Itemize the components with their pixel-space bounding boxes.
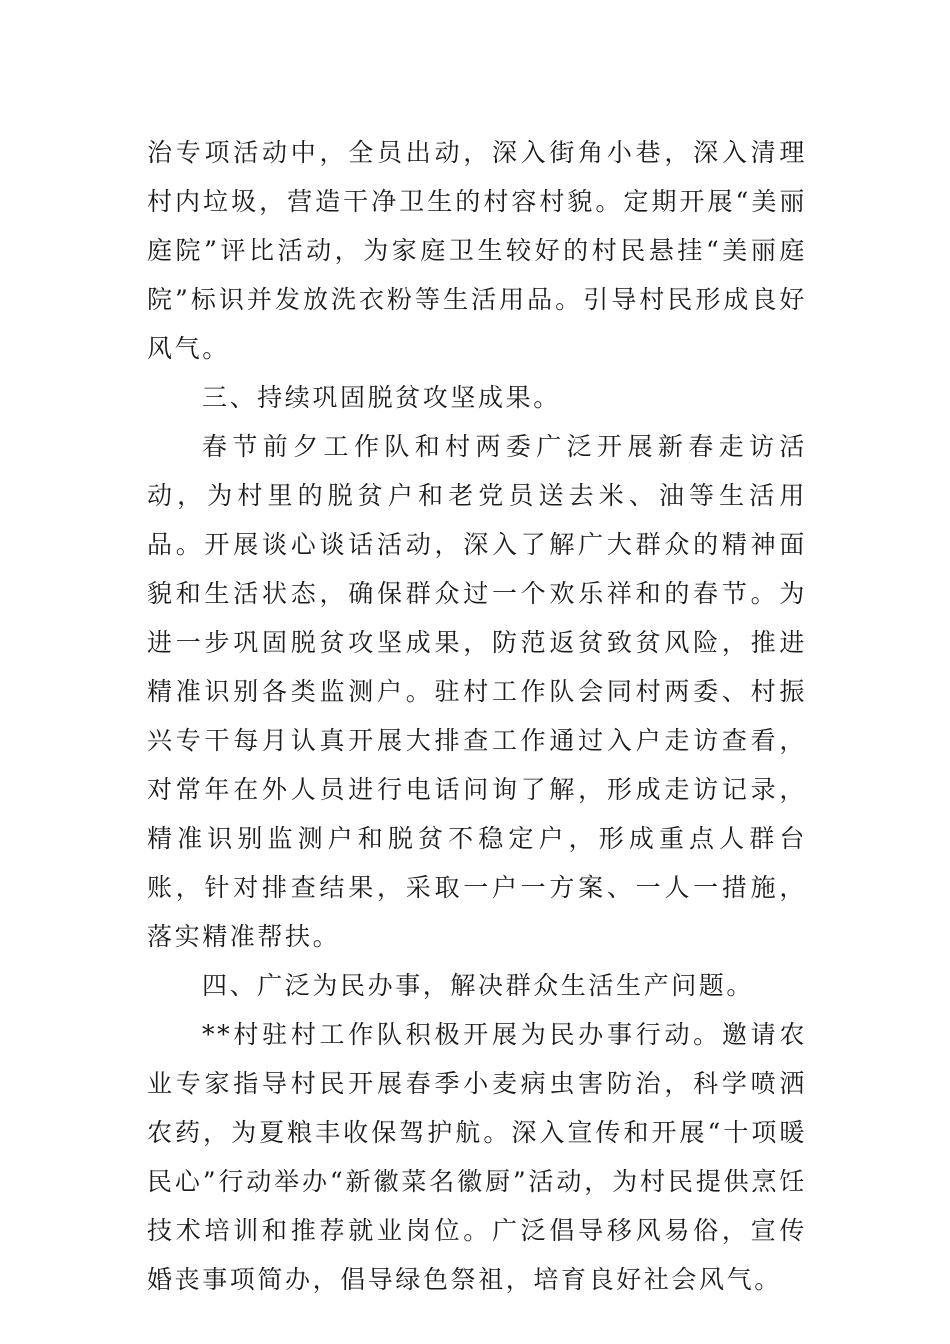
paragraph-continuation: 治专项活动中，全员出动，深入街角小巷，深入清理村内垃圾，营造干净卫生的村容村貌。定期开展“美丽庭院”评比活动，为家庭卫生较好的村民悬挂“美丽庭院”标识并发放洗衣粉等生活用品。引导村民形成良好风气。 xyxy=(147,138,807,363)
document-body xyxy=(147,128,807,1304)
section-heading-3: 三、持续巩固脱贫攻坚成果。 xyxy=(202,383,561,412)
section-heading-4: 四、广泛为民办事，解决群众生活生产问题。 xyxy=(202,971,755,1000)
paragraph-poverty-alleviation: 春节前夕工作队和村两委广泛开展新春走访活动，为村里的脱贫户和老党员送去米、油等生活用品。开展谈心谈话活动，深入了解广大群众的精神面貌和生活状态，确保群众过一个欢乐祥和的春节。为进一步巩固脱贫攻坚成果，防范返贫致贫风险，推进精准识别各类监测户。驻村工作队会同村两委、村振兴专干每月认真开展大排查工作通过入户走访查看，对常年在外人员进行电话问询了解，形成走访记录，精准识别监测户和脱贫不稳定户，形成重点人群台账，针对排查结果，采取一户一方案、一人一措施，落实精准帮扶。 xyxy=(147,432,807,951)
paragraph-public-service: **村驻村工作队积极开展为民办事行动。邀请农业专家指导村民开展春季小麦病虫害防治，科学喷洒农药，为夏粮丰收保驾护航。深入宣传和开展“十项暖民心”行动举办“新徽菜名徽厨”活动，为村民提供烹饪技术培训和推荐就业岗位。广泛倡导移风易俗，宣传婚丧事项简办，倡导绿色祭祖，培育良好社会风气。 xyxy=(147,1020,807,1294)
